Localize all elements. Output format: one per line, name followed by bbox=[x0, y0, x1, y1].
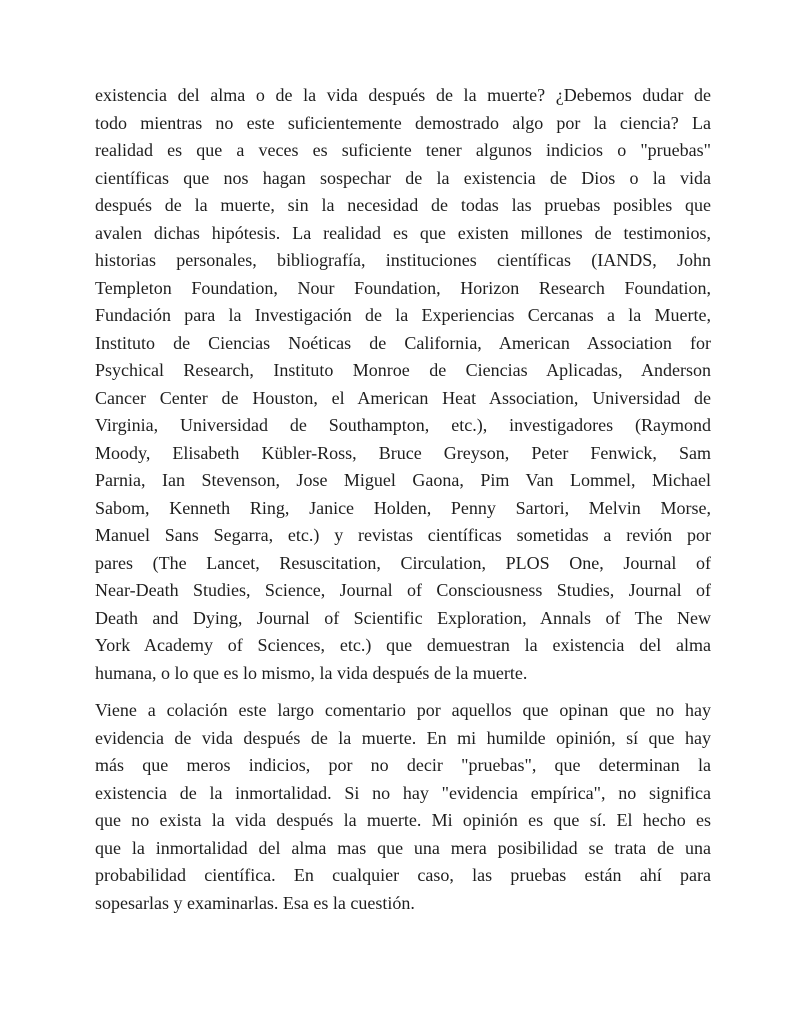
text-line: Virginia, Universidad de Southampton, etc.), investigadores (Raymond bbox=[95, 415, 711, 435]
text-line: después de la muerte, sin la necesidad de todas las pruebas posibles que bbox=[95, 195, 711, 215]
text-line: Manuel Sans Segarra, etc.) y revistas científicas sometidas a revión por bbox=[95, 525, 711, 545]
text-line: Psychical Research, Instituto Monroe de Ciencias Aplicadas, Anderson bbox=[95, 360, 711, 380]
text-line: probabilidad científica. En cualquier caso, las pruebas están ahí para bbox=[95, 865, 711, 885]
text-line: Near-Death Studies, Science, Journal of Consciousness Studies, Journal of bbox=[95, 580, 711, 600]
text-line: realidad es que a veces es suficiente tener algunos indicios o "pruebas" bbox=[95, 140, 711, 160]
text-line: Viene a colación este largo comentario por aquellos que opinan que no hay bbox=[95, 700, 711, 720]
text-line: York Academy of Sciences, etc.) que demuestran la existencia del alma bbox=[95, 635, 711, 655]
text-line: evidencia de vida después de la muerte. En mi humilde opinión, sí que hay bbox=[95, 727, 711, 748]
text-line: historias personales, bibliografía, instituciones científicas (IANDS, John bbox=[95, 250, 711, 270]
text-block bbox=[95, 82, 711, 927]
text-line: que la inmortalidad del alma mas que una mera posibilidad se trata de una bbox=[95, 837, 711, 858]
paragraph bbox=[95, 697, 711, 917]
paragraph bbox=[95, 82, 711, 687]
text-line: Instituto de Ciencias Noéticas de California, American Association for bbox=[95, 332, 711, 353]
text-line: humana, o lo que es lo mismo, la vida después de la muerte. bbox=[95, 662, 528, 683]
text-line: existencia del alma o de la vida después de la muerte? ¿Debemos dudar de bbox=[95, 85, 711, 105]
text-line: Cancer Center de Houston, el American Heat Association, Universidad de bbox=[95, 387, 711, 408]
text-line: Moody, Elisabeth Kübler-Ross, Bruce Greyson, Peter Fenwick, Sam bbox=[95, 442, 711, 463]
text-line: existencia de la inmortalidad. Si no hay "evidencia empírica", no significa bbox=[95, 782, 711, 803]
text-line: todo mientras no este suficientemente demostrado algo por la ciencia? La bbox=[95, 112, 711, 133]
text-line: Sabom, Kenneth Ring, Janice Holden, Penny Sartori, Melvin Morse, bbox=[95, 497, 711, 518]
text-line: Parnia, Ian Stevenson, Jose Miguel Gaona, Pim Van Lommel, Michael bbox=[95, 470, 711, 490]
text-line: más que meros indicios, por no decir "pruebas", que determinan la bbox=[95, 755, 711, 775]
text-line: que no exista la vida después la muerte. Mi opinión es que sí. El hecho es bbox=[95, 810, 711, 830]
text-line: Templeton Foundation, Nour Foundation, Horizon Research Foundation, bbox=[95, 277, 711, 298]
text-line: avalen dichas hipótesis. La realidad es que existen millones de testimonios, bbox=[95, 222, 711, 243]
text-line: sopesarlas y examinarlas. Esa es la cuestión. bbox=[95, 892, 415, 913]
text-line: Death and Dying, Journal of Scientific Exploration, Annals of The New bbox=[95, 607, 711, 628]
text-line: científicas que nos hagan sospechar de la existencia de Dios o la vida bbox=[95, 167, 711, 188]
text-line: pares (The Lancet, Resuscitation, Circulation, PLOS One, Journal of bbox=[95, 552, 711, 573]
text-line: Fundación para la Investigación de la Experiencias Cercanas a la Muerte, bbox=[95, 305, 711, 325]
